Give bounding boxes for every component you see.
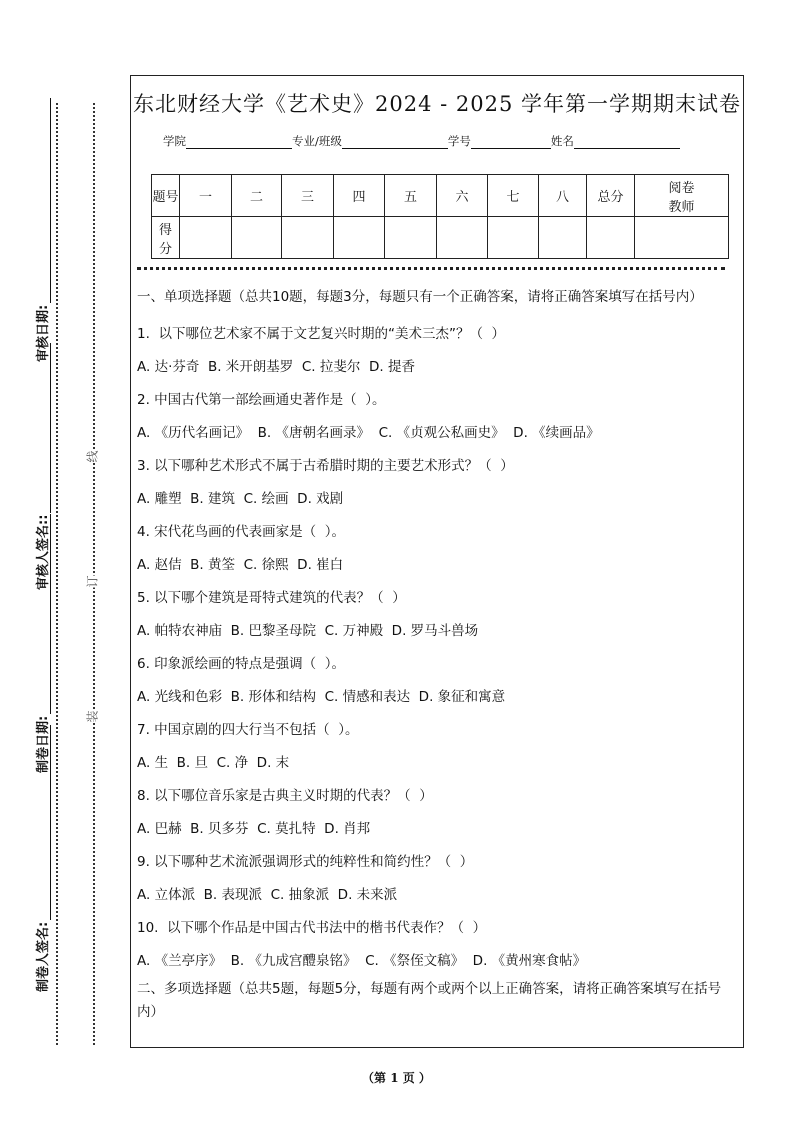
question-text: 5. 以下哪个建筑是哥特式建筑的代表？（ ） (137, 590, 406, 606)
col-total: 总分 (587, 175, 635, 217)
exam-title: 东北财经大学《艺术史》2024 - 2025 学年第一学期期末试卷 (132, 92, 741, 116)
score-table-score-row (152, 217, 729, 259)
paper-date-label: 制卷日期: (36, 715, 51, 773)
name-label: 姓名 (550, 134, 574, 148)
question-text: 1. 以下哪位艺术家不属于文艺复兴时期的“美术三杰”？（ ） (137, 326, 506, 342)
question-text: 4. 宋代花鸟画的代表画家是（ ）。 (137, 524, 346, 540)
paper-date-line (49, 514, 51, 714)
score-cell[interactable] (334, 217, 385, 259)
question-text: 9. 以下哪种艺术流派强调形式的纯粹性和简约性？（ ） (137, 854, 474, 870)
college-field[interactable] (186, 136, 292, 149)
score-cell[interactable] (385, 217, 437, 259)
question-options: A. 赵佶 B. 黄筌 C. 徐熙 D. 崔白 (137, 557, 344, 573)
col-6: 六 (437, 175, 488, 217)
score-table (151, 174, 729, 259)
exam-body (137, 286, 737, 1033)
question-text: 7. 中国京剧的四大行当不包括（ ）。 (137, 722, 359, 738)
score-row-label: 得分 (152, 217, 180, 259)
question-list (137, 318, 737, 978)
score-cell[interactable] (180, 217, 232, 259)
student-info-fields (163, 133, 680, 149)
margin-paper-author-signature (32, 725, 51, 992)
score-cell[interactable] (282, 217, 334, 259)
margin-dotted-line-outer (56, 103, 58, 1045)
section-2-heading: 二、多项选择题（总共5题，每题5分，每题有两个或两个以上正确答案，请将正确答案填写在括号内） (137, 981, 722, 1020)
question-options: A. 巴赫 B. 贝多芬 C. 莫扎特 D. 肖邦 (137, 821, 371, 837)
paper-author-signature-line (49, 725, 51, 920)
col-7: 七 (488, 175, 539, 217)
question-options: A. 《历代名画记》 B. 《唐朝名画录》 C. 《贞观公私画史》 D. 《续画品》 (137, 425, 600, 441)
score-table-header-row (152, 175, 729, 217)
margin-dotted-line-binding (93, 103, 95, 1045)
score-cell[interactable] (587, 217, 635, 259)
name-field[interactable] (574, 136, 680, 149)
college-label: 学院 (163, 134, 186, 148)
question-text: 8. 以下哪位音乐家是古典主义时期的代表？（ ） (137, 788, 433, 804)
question-options: A. 生 B. 旦 C. 净 D. 末 (137, 755, 290, 771)
question-options: A. 《兰亭序》 B. 《九成宫醴泉铭》 C. 《祭侄文稿》 D. 《黄州寒食帖》 (137, 953, 587, 969)
question-text: 6. 印象派绘画的特点是强调（ ）。 (137, 656, 346, 672)
section-1-heading: 一、单项选择题（总共10题，每题3分，每题只有一个正确答案，请将正确答案填写在括号内） (137, 289, 703, 305)
paper-author-signature-label: 制卷人签名: (36, 921, 51, 992)
question-options: A. 帕特农神庙 B. 巴黎圣母院 C. 万神殿 D. 罗马斗兽场 (137, 623, 479, 639)
score-cell[interactable] (488, 217, 539, 259)
col-2: 二 (232, 175, 282, 217)
col-3: 三 (282, 175, 334, 217)
question-text: 10. 以下哪个作品是中国古代书法中的楷书代表作？（ ） (137, 920, 487, 936)
margin-review-date (32, 98, 51, 362)
page-number: （第 1 页 ） (362, 1071, 431, 1085)
question-text: 3. 以下哪种艺术形式不属于古希腊时期的主要艺术形式？（ ） (137, 458, 514, 474)
reviewer-signature-label: 审核人签名:: (36, 514, 51, 590)
binding-mark-bind: 装 (82, 710, 103, 722)
exam-frame (130, 75, 744, 1048)
col-5: 五 (385, 175, 437, 217)
question-number-header: 题号 (152, 175, 180, 217)
col-grader: 阅卷教师 (635, 175, 729, 217)
question-options: A. 雕塑 B. 建筑 C. 绘画 D. 戏剧 (137, 491, 344, 507)
binding-mark-staple: 订 (82, 575, 103, 587)
dotted-separator (137, 267, 725, 270)
col-8: 八 (539, 175, 587, 217)
review-date-label: 审核日期: (36, 304, 51, 362)
major-class-field[interactable] (342, 136, 448, 149)
question-options: A. 达·芬奇 B. 米开朗基罗 C. 拉斐尔 D. 提香 (137, 359, 415, 375)
question-options: A. 光线和色彩 B. 形体和结构 C. 情感和表达 D. 象征和寓意 (137, 689, 506, 705)
col-4: 四 (334, 175, 385, 217)
score-cell[interactable] (232, 217, 282, 259)
score-cell[interactable] (437, 217, 488, 259)
major-class-label: 专业/班级 (292, 134, 342, 148)
student-id-field[interactable] (471, 136, 551, 149)
student-id-label: 学号 (447, 134, 471, 148)
review-date-line (49, 98, 51, 303)
score-cell[interactable] (539, 217, 587, 259)
binding-mark-line: 线 (82, 450, 103, 462)
reviewer-signature-line (49, 343, 51, 513)
score-cell[interactable] (635, 217, 729, 259)
question-text: 2. 中国古代第一部绘画通史著作是（ ）。 (137, 392, 386, 408)
question-options: A. 立体派 B. 表现派 C. 抽象派 D. 未来派 (137, 887, 398, 903)
col-1: 一 (180, 175, 232, 217)
